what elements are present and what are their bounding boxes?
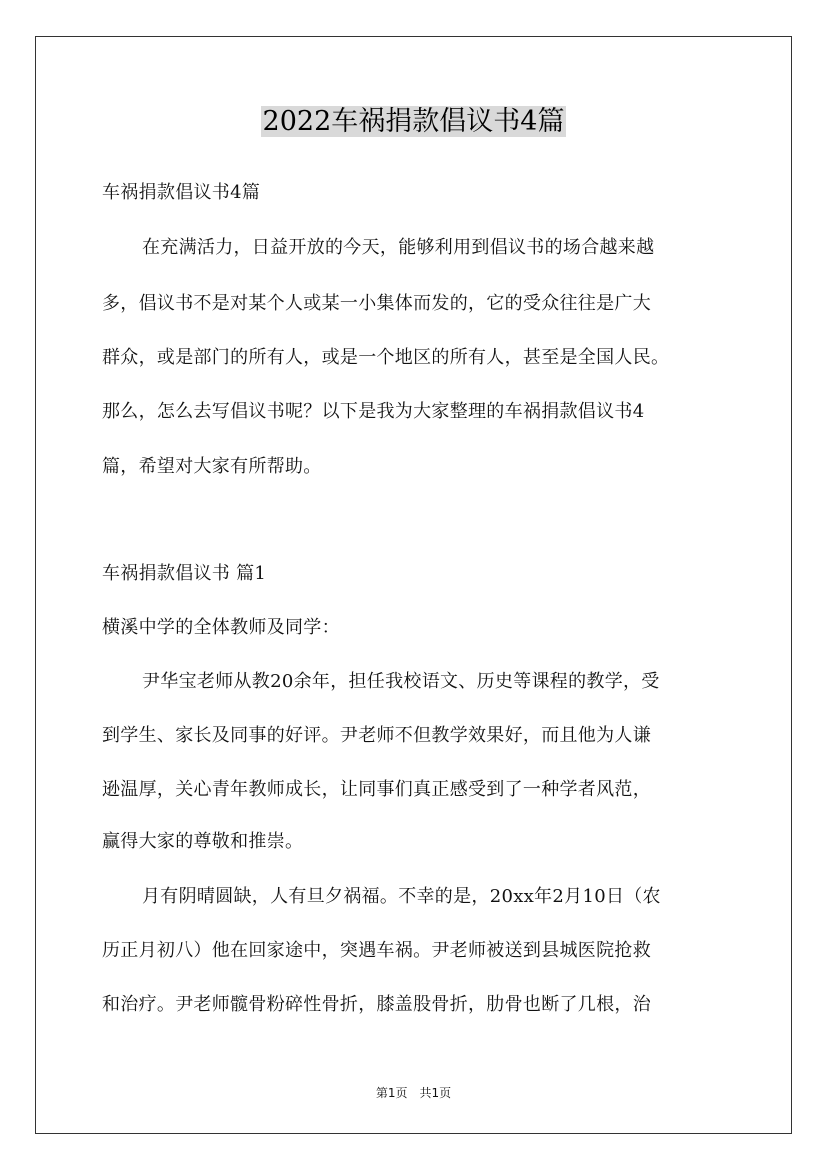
intro-line-5: 篇，希望对大家有所帮助。 [102,456,322,477]
document-subtitle: 车祸捐款倡议书4篇 [102,182,261,203]
intro-line-2: 多，倡议书不是对某个人或某一小集体而发的，它的受众往往是广大 [102,293,651,314]
section-heading: 车祸捐款倡议书 篇1 [102,563,267,584]
para1-line-1: 尹华宝老师从教20余年，担任我校语文、历史等课程的教学，受 [142,671,660,692]
para2-line-1: 月有阴晴圆缺，人有旦夕祸福。不幸的是，20xx年2月10日（农 [142,886,661,907]
salutation: 横溪中学的全体教师及同学： [102,617,340,638]
intro-line-1: 在充满活力，日益开放的今天，能够利用到倡议书的场合越来越 [142,237,655,258]
page-footer: 第1页 共1页 [375,1086,452,1100]
document-title-text: 2022车祸捐款倡议书4篇 [262,106,565,137]
para2-line-3: 和治疗。尹老师髋骨粉碎性骨折，膝盖股骨折，肋骨也断了几根，治 [102,994,651,1015]
para2-line-2: 历正月初八）他在回家途中，突遇车祸。尹老师被送到县城医院抢救 [102,940,651,961]
para1-line-3: 逊温厚，关心青年教师成长，让同事们真正感受到了一种学者风范， [102,779,651,800]
intro-line-4: 那么，怎么去写倡议书呢？以下是我为大家整理的车祸捐款倡议书4 [102,401,645,422]
para1-line-2: 到学生、家长及同事的好评。尹老师不但教学效果好，而且他为人谦 [102,725,651,746]
para1-line-4: 赢得大家的尊敬和推崇。 [102,831,304,852]
document-title [0,102,827,142]
intro-line-3: 群众，或是部门的所有人，或是一个地区的所有人，甚至是全国人民。 [102,347,670,368]
